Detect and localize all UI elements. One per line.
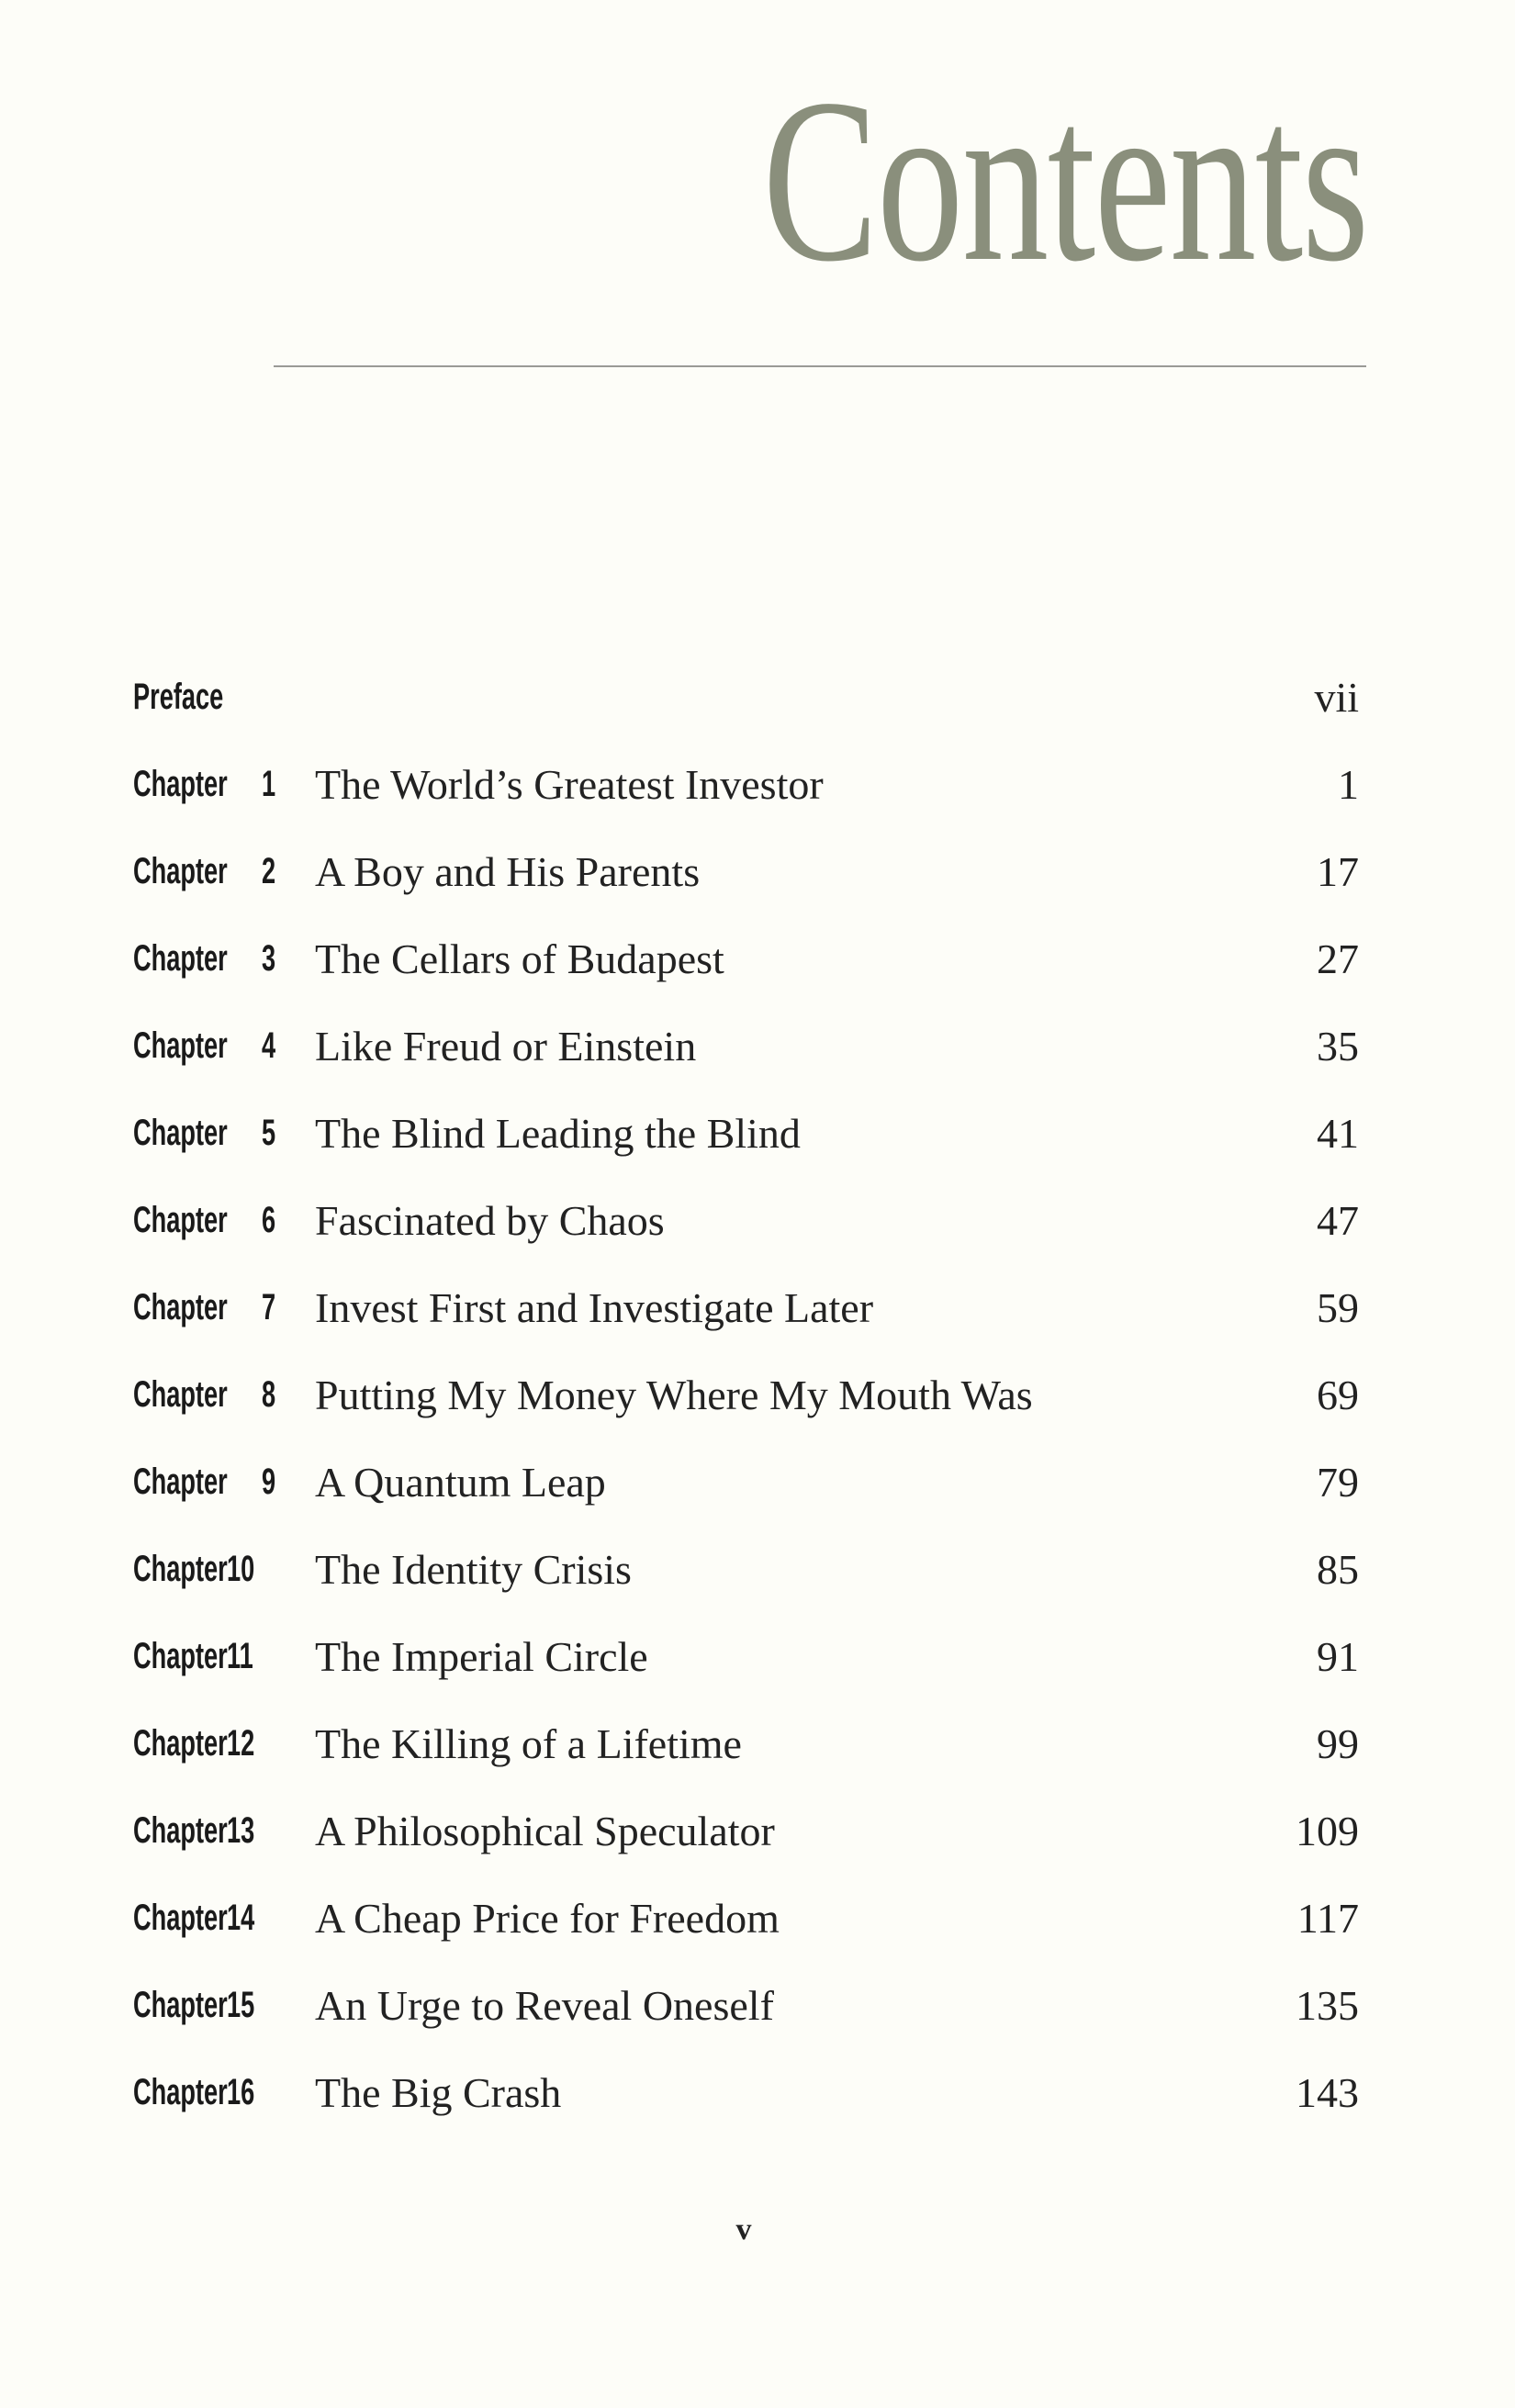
chapter-title: A Quantum Leap	[315, 1459, 606, 1506]
chapter-page-number: 109	[1296, 1808, 1359, 1854]
chapter-title: Like Freud or Einstein	[315, 1023, 697, 1070]
chapter-title: The World’s Greatest Investor	[315, 761, 824, 808]
chapter-label: Chapter	[133, 1287, 228, 1327]
chapter-label: Chapter	[133, 2072, 228, 2112]
chapter-number: 5	[262, 1113, 276, 1153]
chapter-label: Chapter	[133, 938, 228, 979]
chapter-label: Chapter	[133, 1636, 228, 1676]
chapter-number: 6	[262, 1200, 276, 1240]
chapter-number: 15	[227, 1985, 255, 2025]
chapter-label: Chapter	[133, 1025, 228, 1066]
toc-entry-chapter-9[interactable]	[133, 1441, 1359, 1506]
chapter-title: The Cellars of Budapest	[315, 935, 724, 982]
chapter-title: Putting My Money Where My Mouth Was	[315, 1372, 1033, 1418]
chapter-number: 1	[262, 764, 276, 804]
chapter-label: Chapter	[133, 851, 228, 891]
chapter-page-number: 35	[1317, 1023, 1359, 1070]
toc-entry-chapter-5[interactable]	[133, 1092, 1359, 1157]
toc-entry-chapter-12[interactable]	[133, 1703, 1359, 1767]
chapter-title: The Imperial Circle	[315, 1633, 648, 1680]
chapter-title: A Philosophical Speculator	[315, 1808, 775, 1854]
toc-entry-chapter-7[interactable]	[133, 1267, 1359, 1331]
chapter-label: Chapter	[133, 764, 228, 804]
chapter-title: A Cheap Price for Freedom	[315, 1895, 780, 1942]
toc-entry-chapter-11[interactable]	[133, 1616, 1359, 1680]
chapter-number: 16	[227, 2072, 255, 2112]
chapter-page-number: 85	[1317, 1546, 1359, 1593]
chapter-label: Chapter	[133, 1810, 228, 1851]
toc-entry-chapter-13[interactable]	[133, 1790, 1359, 1854]
chapter-label: Chapter	[133, 1549, 228, 1589]
toc-entry-chapter-16[interactable]	[133, 2052, 1359, 2116]
chapter-title: An Urge to Reveal Oneself	[315, 1982, 774, 2029]
chapter-number: 12	[227, 1723, 255, 1764]
chapter-title: The Blind Leading the Blind	[315, 1110, 801, 1157]
chapter-label: Chapter	[133, 1462, 228, 1502]
toc-entry-chapter-1[interactable]	[133, 744, 1359, 808]
chapter-page-number: 27	[1317, 935, 1359, 982]
chapter-page-number: 17	[1317, 848, 1359, 895]
page-title: Contents	[762, 51, 1368, 310]
chapter-label: Chapter	[133, 1723, 228, 1764]
toc-entry-chapter-4[interactable]	[133, 1005, 1359, 1070]
chapter-page-number: 99	[1317, 1720, 1359, 1767]
chapter-number: 3	[262, 938, 276, 979]
chapter-label: Chapter	[133, 1898, 228, 1938]
chapter-page-number: 91	[1317, 1633, 1359, 1680]
chapter-label: Chapter	[133, 1200, 228, 1240]
chapter-label: Chapter	[133, 1374, 228, 1415]
toc-entry-chapter-6[interactable]	[133, 1180, 1359, 1244]
chapter-title: Invest First and Investigate Later	[315, 1284, 874, 1331]
chapter-title: The Identity Crisis	[315, 1546, 632, 1593]
chapter-page-number: 1	[1338, 761, 1359, 808]
chapter-label: Chapter	[133, 1113, 228, 1153]
chapter-title: A Boy and His Parents	[315, 848, 701, 895]
chapter-number: 14	[227, 1898, 255, 1938]
chapter-title: The Big Crash	[315, 2069, 562, 2116]
page-folio: v	[735, 2212, 752, 2246]
chapter-page-number: 47	[1317, 1197, 1359, 1244]
toc-entry-chapter-3[interactable]	[133, 918, 1359, 982]
chapter-page-number: 117	[1296, 1895, 1359, 1942]
chapter-number: 13	[227, 1810, 255, 1851]
chapter-number: 9	[262, 1462, 276, 1502]
chapter-title: Fascinated by Chaos	[315, 1197, 665, 1244]
chapter-page-number: 143	[1296, 2069, 1359, 2116]
chapter-page-number: 41	[1317, 1110, 1359, 1157]
toc-entry-chapter-14[interactable]	[133, 1877, 1359, 1942]
toc-entry-chapter-2[interactable]	[133, 831, 1359, 895]
chapter-number: 8	[262, 1374, 276, 1415]
chapter-page-number: 69	[1317, 1372, 1359, 1418]
preface-label: Preface	[133, 677, 224, 717]
chapter-number: 4	[262, 1025, 276, 1066]
preface-page-number: vii	[1314, 674, 1359, 721]
chapter-title: The Killing of a Lifetime	[315, 1720, 742, 1767]
toc-entry-chapter-15[interactable]	[133, 1965, 1359, 2029]
toc-entry-chapter-10[interactable]	[133, 1529, 1359, 1593]
chapter-page-number: 135	[1296, 1982, 1359, 2029]
chapter-page-number: 59	[1317, 1284, 1359, 1331]
chapter-page-number: 79	[1317, 1459, 1359, 1506]
chapter-number: 2	[262, 851, 276, 891]
chapter-number: 7	[262, 1287, 276, 1327]
chapter-number: 11	[227, 1636, 253, 1676]
chapter-label: Chapter	[133, 1985, 228, 2025]
toc-entry-preface[interactable]	[133, 656, 1359, 721]
toc-entry-chapter-8[interactable]	[133, 1354, 1359, 1418]
chapter-number: 10	[227, 1549, 255, 1589]
